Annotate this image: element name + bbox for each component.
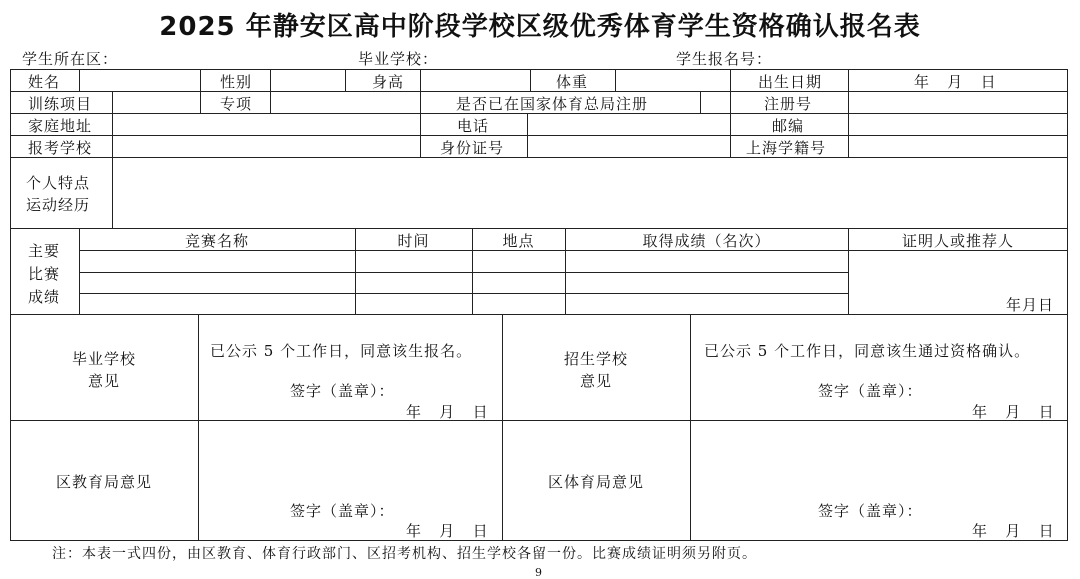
table-rule xyxy=(420,113,421,157)
footnote: 注：本表一式四份，由区教育、体育行政部门、区招考机构、招生学校各留一份。比赛成绩证明须另附页。 xyxy=(52,546,757,562)
district-label: 学生所在区： xyxy=(22,50,119,68)
table-rule xyxy=(615,69,616,91)
height-label: 身高 xyxy=(372,73,405,91)
id-card-label: 身份证号 xyxy=(440,139,505,157)
table-rule xyxy=(10,91,1068,92)
table-rule xyxy=(10,314,1068,315)
grad-school-opinion-text: 已公示 5 个工作日，同意该生报名。 xyxy=(210,342,473,360)
district-education-opinion-label: 区教育局意见 xyxy=(55,473,152,491)
result-rank-header: 取得成绩（名次） xyxy=(642,232,771,250)
table-rule xyxy=(79,69,80,91)
table-rule xyxy=(848,113,849,157)
district-education-signature: 签字（盖章）： xyxy=(290,502,395,520)
time-header: 时间 xyxy=(397,232,430,250)
table-rule xyxy=(10,135,1068,136)
grad-school-signature: 签字（盖章）： xyxy=(290,382,395,400)
personal-traits-label: 个人特点 xyxy=(26,174,91,192)
table-rule xyxy=(730,113,731,157)
page-number: 9 xyxy=(535,566,542,579)
certifier-header: 证明人或推荐人 xyxy=(901,232,1014,250)
table-rule xyxy=(10,228,1068,229)
reg-number-label: 学生报名号： xyxy=(676,50,773,68)
location-header: 地点 xyxy=(502,232,535,250)
district-education-date: 年 月 日 xyxy=(406,522,489,540)
postcode-label: 邮编 xyxy=(772,117,805,135)
table-rule xyxy=(10,157,1068,158)
gender-label: 性别 xyxy=(220,73,253,91)
results-side-label-1: 主要 xyxy=(28,242,61,260)
enroll-school-signature: 签字（盖章）： xyxy=(818,382,923,400)
enroll-school-opinion-label-2: 意见 xyxy=(579,372,612,390)
table-rule xyxy=(420,91,421,113)
weight-label: 体重 xyxy=(556,73,589,91)
grad-school-opinion-label-2: 意见 xyxy=(87,372,120,390)
enroll-school-opinion-label-1: 招生学校 xyxy=(563,350,628,368)
shanghai-roll-label: 上海学籍号 xyxy=(746,139,827,157)
table-rule xyxy=(848,69,849,91)
table-rule xyxy=(112,91,113,228)
table-rule xyxy=(198,314,199,541)
table-rule xyxy=(420,69,421,91)
home-address-label: 家庭地址 xyxy=(28,117,93,135)
table-rule xyxy=(690,314,691,541)
competition-name-header: 竞赛名称 xyxy=(184,232,249,250)
table-rule xyxy=(730,91,731,113)
birth-date-value: 年 月 日 xyxy=(914,73,997,91)
district-sports-signature: 签字（盖章）： xyxy=(818,502,923,520)
sports-experience-label: 运动经历 xyxy=(26,196,91,214)
table-rule xyxy=(200,91,201,113)
table-rule xyxy=(270,69,271,91)
table-rule xyxy=(345,69,346,91)
table-rule xyxy=(270,91,271,113)
specialty-label: 专项 xyxy=(220,95,253,113)
table-rule xyxy=(700,91,701,113)
birth-date-label: 出生日期 xyxy=(758,73,823,91)
district-sports-opinion-label: 区体育局意见 xyxy=(547,473,644,491)
table-rule xyxy=(10,420,1068,421)
table-rule xyxy=(200,69,201,91)
applied-school-label: 报考学校 xyxy=(28,139,93,157)
table-rule xyxy=(848,91,849,113)
grad-school-date: 年 月 日 xyxy=(406,403,489,421)
grad-school-label: 毕业学校： xyxy=(358,50,439,68)
phone-label: 电话 xyxy=(457,117,490,135)
table-rule xyxy=(530,69,531,91)
table-rule xyxy=(79,293,848,294)
enroll-school-opinion-text: 已公示 5 个工作日，同意该生通过资格确认。 xyxy=(704,342,1031,360)
name-label: 姓名 xyxy=(28,73,61,91)
table-rule xyxy=(527,113,528,157)
table-rule xyxy=(730,69,731,91)
training-event-label: 训练项目 xyxy=(28,95,93,113)
registration-number-label: 注册号 xyxy=(764,95,813,113)
grad-school-opinion-label-1: 毕业学校 xyxy=(71,350,136,368)
certifier-date: 年月日 xyxy=(1006,296,1055,314)
table-rule xyxy=(79,272,848,273)
results-side-label-3: 成绩 xyxy=(28,288,61,306)
district-sports-date: 年 月 日 xyxy=(972,522,1055,540)
national-registration-label: 是否已在国家体育总局注册 xyxy=(456,95,649,113)
enroll-school-date: 年 月 日 xyxy=(972,403,1055,421)
results-side-label-2: 比赛 xyxy=(28,265,61,283)
form-title: 2025 年静安区高中阶段学校区级优秀体育学生资格确认报名表 xyxy=(159,12,921,42)
